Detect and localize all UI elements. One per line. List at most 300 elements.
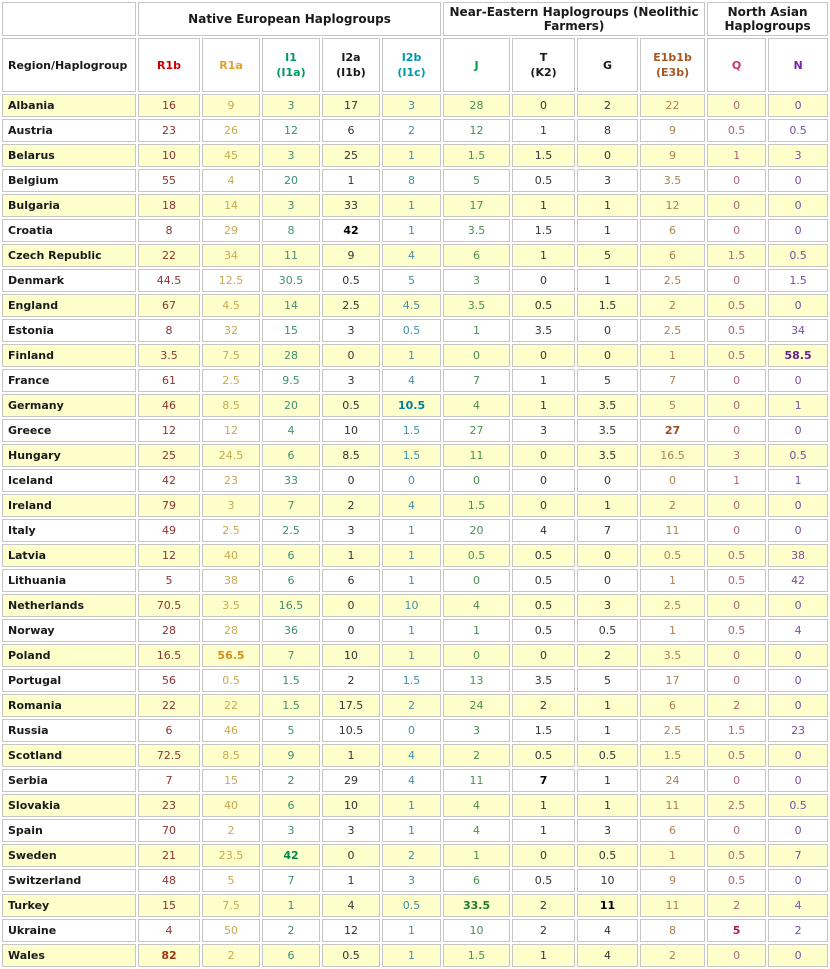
value-cell-r1a: 12 — [202, 419, 260, 442]
value-cell-g: 7 — [577, 519, 638, 542]
value-cell-n: 0.5 — [768, 244, 828, 267]
value-cell-r1b: 46 — [138, 394, 200, 417]
region-cell: Norway — [2, 619, 136, 642]
value-cell-e1b1b: 2 — [640, 494, 705, 517]
value-cell-r1b: 6 — [138, 719, 200, 742]
value-cell-r1b: 3.5 — [138, 344, 200, 367]
value-cell-j: 1 — [443, 844, 510, 867]
value-cell-i1: 11 — [262, 244, 320, 267]
value-cell-q: 0 — [707, 819, 766, 842]
value-cell-g: 0 — [577, 144, 638, 167]
value-cell-r1a: 23 — [202, 469, 260, 492]
value-cell-i2a: 6 — [322, 119, 380, 142]
value-cell-e1b1b: 1 — [640, 844, 705, 867]
value-cell-j: 7 — [443, 369, 510, 392]
value-cell-t: 0.5 — [512, 594, 575, 617]
value-cell-g: 3.5 — [577, 394, 638, 417]
value-cell-n: 0 — [768, 169, 828, 192]
value-cell-r1a: 28 — [202, 619, 260, 642]
value-cell-j: 13 — [443, 669, 510, 692]
value-cell-n: 0 — [768, 94, 828, 117]
value-cell-i2a: 10 — [322, 419, 380, 442]
value-cell-r1a: 4 — [202, 169, 260, 192]
value-cell-q: 2 — [707, 694, 766, 717]
region-cell: England — [2, 294, 136, 317]
value-cell-r1a: 9 — [202, 94, 260, 117]
value-cell-r1a: 15 — [202, 769, 260, 792]
table-body — [2, 94, 828, 967]
column-header-q: Q — [707, 38, 766, 92]
value-cell-n: 0 — [768, 669, 828, 692]
value-cell-i1: 1.5 — [262, 669, 320, 692]
value-cell-q: 3 — [707, 444, 766, 467]
column-header-i2a: I2a (I1b) — [322, 38, 380, 92]
value-cell-n: 2 — [768, 919, 828, 942]
value-cell-e1b1b: 9 — [640, 119, 705, 142]
region-cell: Netherlands — [2, 594, 136, 617]
value-cell-i2a: 0 — [322, 469, 380, 492]
value-cell-e1b1b: 3.5 — [640, 169, 705, 192]
value-cell-q: 0.5 — [707, 294, 766, 317]
value-cell-e1b1b: 2 — [640, 944, 705, 967]
value-cell-i1: 7 — [262, 869, 320, 892]
value-cell-i1: 9 — [262, 744, 320, 767]
value-cell-i2a: 17 — [322, 94, 380, 117]
value-cell-i1: 3 — [262, 94, 320, 117]
value-cell-n: 58.5 — [768, 344, 828, 367]
value-cell-t: 0.5 — [512, 619, 575, 642]
value-cell-t: 0 — [512, 444, 575, 467]
value-cell-r1b: 70.5 — [138, 594, 200, 617]
column-header-j: J — [443, 38, 510, 92]
value-cell-i2a: 33 — [322, 194, 380, 217]
value-cell-r1b: 55 — [138, 169, 200, 192]
value-cell-r1a: 4.5 — [202, 294, 260, 317]
region-cell: Denmark — [2, 269, 136, 292]
value-cell-g: 0.5 — [577, 744, 638, 767]
value-cell-q: 0 — [707, 369, 766, 392]
value-cell-q: 0.5 — [707, 844, 766, 867]
value-cell-j: 24 — [443, 694, 510, 717]
value-cell-e1b1b: 27 — [640, 419, 705, 442]
value-cell-n: 1 — [768, 469, 828, 492]
value-cell-g: 4 — [577, 919, 638, 942]
value-cell-n: 0 — [768, 519, 828, 542]
value-cell-i2b: 1 — [382, 919, 441, 942]
value-cell-i2a: 3 — [322, 369, 380, 392]
value-cell-g: 3.5 — [577, 444, 638, 467]
table-row — [2, 369, 828, 392]
column-header-row — [2, 38, 828, 92]
value-cell-i1: 20 — [262, 394, 320, 417]
value-cell-t: 3.5 — [512, 319, 575, 342]
value-cell-r1a: 2.5 — [202, 369, 260, 392]
value-cell-i2b: 1 — [382, 569, 441, 592]
value-cell-i2b: 1 — [382, 219, 441, 242]
value-cell-g: 0 — [577, 344, 638, 367]
column-header-r1b: R1b — [138, 38, 200, 92]
value-cell-e1b1b: 3.5 — [640, 644, 705, 667]
region-cell: Russia — [2, 719, 136, 742]
region-cell: Belgium — [2, 169, 136, 192]
value-cell-j: 4 — [443, 394, 510, 417]
value-cell-e1b1b: 9 — [640, 144, 705, 167]
value-cell-t: 2 — [512, 919, 575, 942]
value-cell-e1b1b: 1.5 — [640, 744, 705, 767]
value-cell-i2a: 0.5 — [322, 269, 380, 292]
value-cell-i2b: 4 — [382, 244, 441, 267]
table-row — [2, 694, 828, 717]
value-cell-t: 1 — [512, 194, 575, 217]
value-cell-n: 0 — [768, 819, 828, 842]
value-cell-t: 0 — [512, 344, 575, 367]
value-cell-r1a: 7.5 — [202, 894, 260, 917]
value-cell-i2b: 1 — [382, 344, 441, 367]
value-cell-t: 0.5 — [512, 544, 575, 567]
value-cell-t: 0.5 — [512, 869, 575, 892]
value-cell-i2b: 8 — [382, 169, 441, 192]
value-cell-g: 10 — [577, 869, 638, 892]
value-cell-q: 0 — [707, 194, 766, 217]
value-cell-i2a: 0 — [322, 844, 380, 867]
value-cell-j: 27 — [443, 419, 510, 442]
table-row — [2, 819, 828, 842]
value-cell-q: 2 — [707, 894, 766, 917]
value-cell-t: 1 — [512, 394, 575, 417]
value-cell-r1b: 82 — [138, 944, 200, 967]
value-cell-r1a: 5 — [202, 869, 260, 892]
value-cell-j: 0 — [443, 469, 510, 492]
value-cell-j: 6 — [443, 869, 510, 892]
value-cell-g: 3 — [577, 594, 638, 617]
value-cell-q: 2.5 — [707, 794, 766, 817]
table-row — [2, 419, 828, 442]
value-cell-n: 4 — [768, 619, 828, 642]
table-row — [2, 144, 828, 167]
value-cell-r1b: 70 — [138, 819, 200, 842]
value-cell-t: 3.5 — [512, 669, 575, 692]
table-row — [2, 894, 828, 917]
value-cell-q: 1 — [707, 144, 766, 167]
table-row — [2, 794, 828, 817]
value-cell-i2b: 4 — [382, 744, 441, 767]
value-cell-e1b1b: 1 — [640, 344, 705, 367]
value-cell-g: 0.5 — [577, 844, 638, 867]
table-row — [2, 844, 828, 867]
value-cell-t: 1 — [512, 819, 575, 842]
value-cell-i2b: 2 — [382, 119, 441, 142]
value-cell-r1b: 16.5 — [138, 644, 200, 667]
value-cell-q: 0 — [707, 394, 766, 417]
value-cell-i2a: 10.5 — [322, 719, 380, 742]
region-cell: Germany — [2, 394, 136, 417]
value-cell-q: 0.5 — [707, 619, 766, 642]
value-cell-r1a: 40 — [202, 544, 260, 567]
table-row — [2, 494, 828, 517]
value-cell-i2b: 1 — [382, 194, 441, 217]
value-cell-n: 0 — [768, 419, 828, 442]
value-cell-q: 1.5 — [707, 719, 766, 742]
value-cell-g: 3 — [577, 819, 638, 842]
value-cell-q: 0 — [707, 519, 766, 542]
region-cell: Sweden — [2, 844, 136, 867]
value-cell-n: 0 — [768, 219, 828, 242]
value-cell-i2a: 3 — [322, 519, 380, 542]
value-cell-r1b: 23 — [138, 119, 200, 142]
value-cell-g: 1 — [577, 219, 638, 242]
value-cell-e1b1b: 2 — [640, 294, 705, 317]
value-cell-q: 0 — [707, 769, 766, 792]
value-cell-g: 2 — [577, 644, 638, 667]
region-cell: Belarus — [2, 144, 136, 167]
value-cell-i1: 3 — [262, 819, 320, 842]
value-cell-i2a: 1 — [322, 169, 380, 192]
value-cell-n: 0 — [768, 194, 828, 217]
value-cell-r1b: 44.5 — [138, 269, 200, 292]
column-header-e1b1b: E1b1b (E3b) — [640, 38, 705, 92]
value-cell-e1b1b: 0.5 — [640, 544, 705, 567]
value-cell-r1b: 22 — [138, 694, 200, 717]
value-cell-i1: 6 — [262, 544, 320, 567]
value-cell-j: 17 — [443, 194, 510, 217]
value-cell-r1b: 79 — [138, 494, 200, 517]
value-cell-q: 0 — [707, 644, 766, 667]
value-cell-n: 1.5 — [768, 269, 828, 292]
value-cell-j: 4 — [443, 794, 510, 817]
value-cell-e1b1b: 8 — [640, 919, 705, 942]
value-cell-i2a: 0 — [322, 619, 380, 642]
value-cell-t: 1 — [512, 119, 575, 142]
value-cell-j: 1 — [443, 319, 510, 342]
value-cell-e1b1b: 6 — [640, 244, 705, 267]
value-cell-q: 0 — [707, 94, 766, 117]
table-row — [2, 719, 828, 742]
value-cell-r1a: 29 — [202, 219, 260, 242]
value-cell-q: 0 — [707, 419, 766, 442]
table-row — [2, 469, 828, 492]
value-cell-g: 4 — [577, 944, 638, 967]
value-cell-i2a: 1 — [322, 544, 380, 567]
value-cell-g: 5 — [577, 244, 638, 267]
value-cell-i1: 15 — [262, 319, 320, 342]
value-cell-g: 0 — [577, 469, 638, 492]
value-cell-i1: 9.5 — [262, 369, 320, 392]
value-cell-q: 0 — [707, 594, 766, 617]
value-cell-i2a: 1 — [322, 744, 380, 767]
region-cell: Hungary — [2, 444, 136, 467]
value-cell-r1b: 23 — [138, 794, 200, 817]
value-cell-e1b1b: 24 — [640, 769, 705, 792]
row-header-label: Region/Haplogroup — [2, 38, 136, 92]
region-cell: Romania — [2, 694, 136, 717]
value-cell-g: 3 — [577, 169, 638, 192]
value-cell-r1a: 12.5 — [202, 269, 260, 292]
value-cell-j: 0 — [443, 569, 510, 592]
value-cell-r1a: 3.5 — [202, 594, 260, 617]
value-cell-i1: 14 — [262, 294, 320, 317]
value-cell-t: 0 — [512, 644, 575, 667]
value-cell-i2a: 2 — [322, 494, 380, 517]
value-cell-i2b: 2 — [382, 694, 441, 717]
value-cell-r1a: 22 — [202, 694, 260, 717]
table-row — [2, 119, 828, 142]
value-cell-j: 1.5 — [443, 144, 510, 167]
value-cell-j: 12 — [443, 119, 510, 142]
value-cell-i1: 5 — [262, 719, 320, 742]
value-cell-t: 1.5 — [512, 219, 575, 242]
region-cell: Greece — [2, 419, 136, 442]
value-cell-i1: 2.5 — [262, 519, 320, 542]
value-cell-i2a: 2 — [322, 669, 380, 692]
value-cell-g: 0.5 — [577, 619, 638, 642]
table-row — [2, 569, 828, 592]
region-cell: Bulgaria — [2, 194, 136, 217]
value-cell-n: 0.5 — [768, 119, 828, 142]
value-cell-i1: 36 — [262, 619, 320, 642]
value-cell-i2a: 10 — [322, 794, 380, 817]
value-cell-t: 0 — [512, 94, 575, 117]
column-group-header: Near-Eastern Haplogroups (Neolithic Farmers) — [443, 2, 705, 36]
table-row — [2, 94, 828, 117]
value-cell-r1a: 14 — [202, 194, 260, 217]
table-row — [2, 769, 828, 792]
value-cell-r1a: 7.5 — [202, 344, 260, 367]
value-cell-j: 1.5 — [443, 944, 510, 967]
value-cell-n: 0.5 — [768, 794, 828, 817]
value-cell-i1: 7 — [262, 494, 320, 517]
table-row — [2, 669, 828, 692]
table-header — [2, 2, 828, 92]
value-cell-i1: 6 — [262, 444, 320, 467]
value-cell-n: 1 — [768, 394, 828, 417]
value-cell-q: 1.5 — [707, 244, 766, 267]
value-cell-n: 0 — [768, 744, 828, 767]
value-cell-r1b: 28 — [138, 619, 200, 642]
value-cell-i2b: 10 — [382, 594, 441, 617]
value-cell-i1: 30.5 — [262, 269, 320, 292]
value-cell-j: 3 — [443, 719, 510, 742]
value-cell-j: 28 — [443, 94, 510, 117]
value-cell-e1b1b: 17 — [640, 669, 705, 692]
value-cell-n: 23 — [768, 719, 828, 742]
value-cell-r1b: 49 — [138, 519, 200, 542]
value-cell-e1b1b: 9 — [640, 869, 705, 892]
region-cell: Lithuania — [2, 569, 136, 592]
value-cell-q: 0.5 — [707, 544, 766, 567]
value-cell-n: 0.5 — [768, 444, 828, 467]
value-cell-t: 0 — [512, 494, 575, 517]
value-cell-j: 3 — [443, 269, 510, 292]
value-cell-r1b: 7 — [138, 769, 200, 792]
value-cell-j: 11 — [443, 769, 510, 792]
value-cell-r1b: 12 — [138, 419, 200, 442]
value-cell-j: 0 — [443, 344, 510, 367]
value-cell-i2a: 6 — [322, 569, 380, 592]
value-cell-i2b: 1 — [382, 619, 441, 642]
value-cell-i1: 6 — [262, 794, 320, 817]
value-cell-g: 0 — [577, 319, 638, 342]
region-cell: Wales — [2, 944, 136, 967]
value-cell-n: 0 — [768, 294, 828, 317]
region-cell: Albania — [2, 94, 136, 117]
value-cell-g: 5 — [577, 369, 638, 392]
value-cell-g: 0 — [577, 544, 638, 567]
value-cell-e1b1b: 12 — [640, 194, 705, 217]
value-cell-i1: 6 — [262, 569, 320, 592]
value-cell-j: 1 — [443, 619, 510, 642]
region-cell: France — [2, 369, 136, 392]
value-cell-n: 7 — [768, 844, 828, 867]
table-row — [2, 269, 828, 292]
value-cell-r1b: 42 — [138, 469, 200, 492]
value-cell-e1b1b: 11 — [640, 894, 705, 917]
value-cell-n: 0 — [768, 594, 828, 617]
region-cell: Scotland — [2, 744, 136, 767]
value-cell-q: 1 — [707, 469, 766, 492]
value-cell-i2a: 1 — [322, 869, 380, 892]
value-cell-i1: 1 — [262, 894, 320, 917]
table-row — [2, 319, 828, 342]
value-cell-i2b: 1.5 — [382, 419, 441, 442]
value-cell-r1a: 32 — [202, 319, 260, 342]
value-cell-q: 0.5 — [707, 569, 766, 592]
region-cell: Ukraine — [2, 919, 136, 942]
value-cell-i2a: 4 — [322, 894, 380, 917]
value-cell-i1: 3 — [262, 194, 320, 217]
value-cell-g: 5 — [577, 669, 638, 692]
value-cell-e1b1b: 2.5 — [640, 269, 705, 292]
value-cell-i2b: 0 — [382, 469, 441, 492]
value-cell-j: 11 — [443, 444, 510, 467]
value-cell-i1: 33 — [262, 469, 320, 492]
value-cell-t: 3 — [512, 419, 575, 442]
table-row — [2, 219, 828, 242]
value-cell-i1: 2 — [262, 919, 320, 942]
value-cell-n: 0 — [768, 769, 828, 792]
value-cell-i2a: 17.5 — [322, 694, 380, 717]
value-cell-i2b: 0 — [382, 719, 441, 742]
value-cell-t: 1 — [512, 794, 575, 817]
value-cell-r1a: 8.5 — [202, 394, 260, 417]
value-cell-r1a: 8.5 — [202, 744, 260, 767]
value-cell-r1a: 2.5 — [202, 519, 260, 542]
region-cell: Iceland — [2, 469, 136, 492]
value-cell-q: 0.5 — [707, 744, 766, 767]
value-cell-n: 0 — [768, 869, 828, 892]
value-cell-e1b1b: 6 — [640, 694, 705, 717]
value-cell-i2a: 10 — [322, 644, 380, 667]
table-row — [2, 394, 828, 417]
value-cell-i2a: 0.5 — [322, 394, 380, 417]
value-cell-r1b: 61 — [138, 369, 200, 392]
value-cell-i1: 16.5 — [262, 594, 320, 617]
column-header-n: N — [768, 38, 828, 92]
value-cell-j: 33.5 — [443, 894, 510, 917]
value-cell-e1b1b: 1 — [640, 569, 705, 592]
value-cell-j: 1.5 — [443, 494, 510, 517]
value-cell-r1b: 8 — [138, 319, 200, 342]
column-header-r1a: R1a — [202, 38, 260, 92]
value-cell-i2a: 0.5 — [322, 944, 380, 967]
value-cell-q: 0.5 — [707, 319, 766, 342]
value-cell-e1b1b: 2.5 — [640, 594, 705, 617]
value-cell-j: 0.5 — [443, 544, 510, 567]
value-cell-r1b: 72.5 — [138, 744, 200, 767]
value-cell-i2a: 8.5 — [322, 444, 380, 467]
value-cell-r1a: 24.5 — [202, 444, 260, 467]
value-cell-q: 0 — [707, 669, 766, 692]
value-cell-i2a: 0 — [322, 594, 380, 617]
